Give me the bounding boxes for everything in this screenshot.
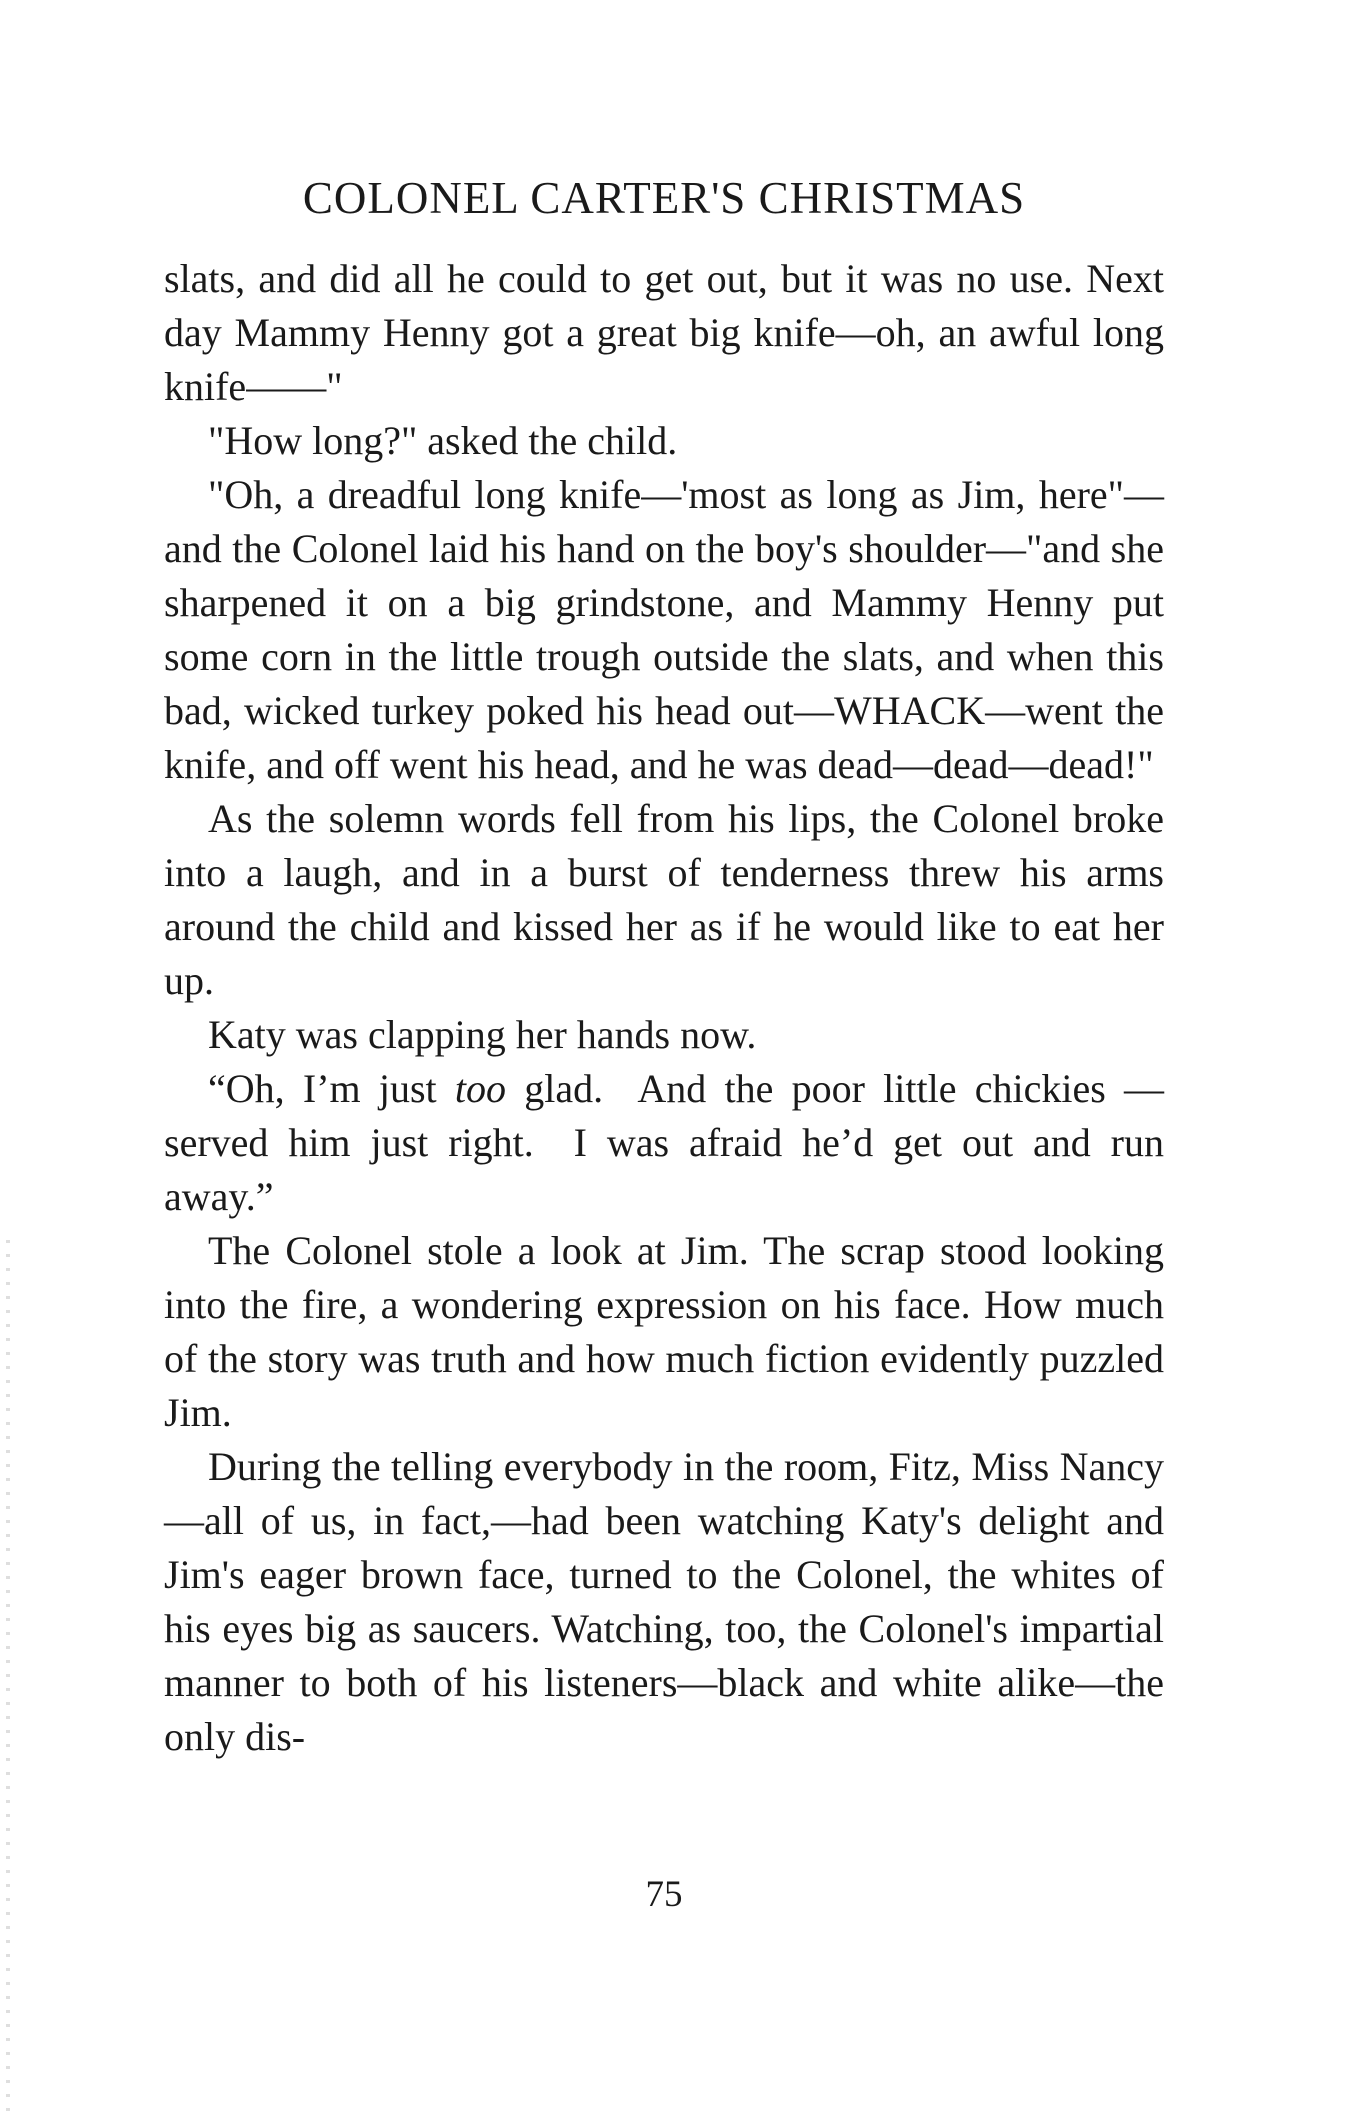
- paragraph-solemn-words: As the solemn words fell from his lips, the Colonel broke into a laugh, and in a burst of tenderness threw his arms around the child and kissed her as if he would like to eat her up.: [164, 796, 1164, 1003]
- paragraph-too-glad: “Oh, I’m just too glad. And the poor little chickies —served him just right. I was afraid he’d get out and run away.”: [164, 1066, 1164, 1219]
- paragraph-continuation: slats, and did all he could to get out, but it was no use. Next day Mammy Henny got a great big knife—oh, an awful long knife——": [164, 256, 1164, 409]
- paragraph-katy-clapping: Katy was clapping her hands now.: [208, 1012, 757, 1057]
- gutter-marks: [6, 1240, 10, 2120]
- paragraph-dreadful-knife: "Oh, a dreadful long knife—'most as long as Jim, here"—and the Colonel laid his hand on the boy's shoulder—"and she sharpened it on a big grindstone, and Mammy Henny put some corn in the little trough outside the slats, and when this bad, wicked turkey poked his head out—WHACK—went the knife, and off went his head, and he was dead—dead—dead!": [164, 472, 1164, 787]
- body-text: [164, 252, 1164, 1764]
- page-number: 75: [645, 1874, 683, 1915]
- paragraph-how-long: "How long?" asked the child.: [208, 418, 678, 463]
- paragraph-during-telling: During the telling everybody in the room, Fitz, Miss Nancy—all of us, in fact,—had been watching Katy's delight and Jim's eager brown face, turned to the Colonel, the whites of his eyes big as saucers. Watching, too, the Colonel's impartial manner to both of his listeners—black and white alike—the only dis-: [164, 1444, 1164, 1759]
- running-head: COLONEL CARTER'S CHRISTMAS: [302, 173, 1026, 223]
- emphasis-too: too: [454, 1066, 507, 1111]
- book-page: [164, 0, 1164, 2126]
- paragraph-look-at-jim: The Colonel stole a look at Jim. The scrap stood looking into the fire, a wondering expression on his face. How much of the story was truth and how much fiction evidently puzzled Jim.: [164, 1228, 1164, 1435]
